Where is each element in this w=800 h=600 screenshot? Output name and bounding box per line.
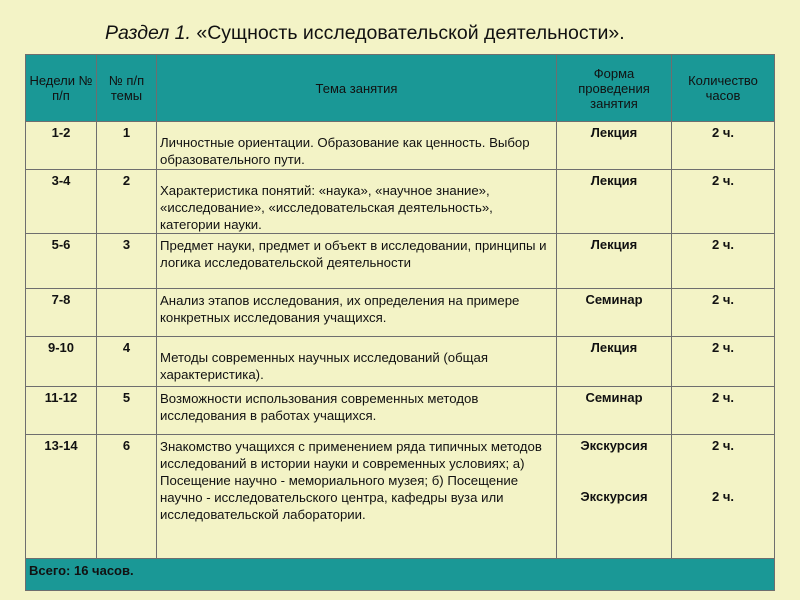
form-cell: Семинар <box>557 387 672 435</box>
hours-cell: 2 ч. <box>672 234 775 289</box>
table-row <box>26 122 775 170</box>
table-row <box>26 387 775 435</box>
header-weeks: Недели № п/п <box>26 55 97 122</box>
topic-number-cell: 4 <box>97 337 157 387</box>
total-row <box>26 559 775 591</box>
topic-cell: Методы современных научных исследований (общая характеристика). <box>157 337 557 387</box>
weeks-cell: 1-2 <box>26 122 97 170</box>
table-row <box>26 337 775 387</box>
topic-cell: Личностные ориентации. Образование как ценность. Выбор образовательного пути. <box>157 122 557 170</box>
form-line-museum: Экскурсия <box>580 438 648 453</box>
form-cell: Семинар <box>557 289 672 337</box>
weeks-cell: 11-12 <box>26 387 97 435</box>
weeks-cell: 3-4 <box>26 170 97 234</box>
schedule-table <box>25 54 775 591</box>
table-row <box>26 234 775 289</box>
topic-number-cell: 3 <box>97 234 157 289</box>
weeks-cell: 5-6 <box>26 234 97 289</box>
weeks-cell: 9-10 <box>26 337 97 387</box>
weeks-cell: 13-14 <box>26 435 97 559</box>
header-hours: Количество часов <box>672 55 775 122</box>
table-row <box>26 170 775 234</box>
table-row <box>26 435 775 559</box>
hours-cell: 2 ч. <box>672 387 775 435</box>
weeks-cell: 7-8 <box>26 289 97 337</box>
hours-line-museum: 2 ч. <box>711 438 734 453</box>
topic-number-cell: 1 <box>97 122 157 170</box>
form-cell: Лекция <box>557 337 672 387</box>
header-form: Форма проведения занятия <box>557 55 672 122</box>
topic-cell: Характеристика понятий: «наука», «научное знание», «исследование», «исследовательская деятельность», категории науки. <box>157 170 557 234</box>
topic-number-cell <box>97 289 157 337</box>
hours-cell <box>672 435 775 559</box>
topic-number-cell: 6 <box>97 435 157 559</box>
header-row <box>26 55 775 122</box>
form-cell: Лекция <box>557 234 672 289</box>
page-title <box>105 22 625 45</box>
header-topic: Тема занятия <box>157 55 557 122</box>
topic-number-cell: 5 <box>97 387 157 435</box>
section-name: «Сущность исследовательской деятельности». <box>196 22 625 44</box>
topic-cell: Возможности использования современных методов исследования в работах учащихся. <box>157 387 557 435</box>
total-hours: Всего: 16 часов. <box>26 559 775 591</box>
form-cell <box>557 435 672 559</box>
hours-cell: 2 ч. <box>672 170 775 234</box>
topic-cell: Знакомство учащихся с применением ряда типичных методов исследований в истории науки и современных условиях; а) Посещение научно - мемориального музея; б) Посещение научно - исследовательского центра, кафедры вуза или исследовательской лаборатории. <box>157 435 557 559</box>
topic-number-cell: 2 <box>97 170 157 234</box>
topic-cell: Анализ этапов исследования, их определения на примере конкретных исследования учащихся. <box>157 289 557 337</box>
form-line-research-center: Экскурсия <box>580 489 648 504</box>
hours-cell: 2 ч. <box>672 122 775 170</box>
hours-line-research-center: 2 ч. <box>711 489 734 504</box>
header-topic-number: № п/п темы <box>97 55 157 122</box>
section-number: Раздел 1. <box>105 22 191 44</box>
topic-cell: Предмет науки, предмет и объект в исследовании, принципы и логика исследовательской деятельности <box>157 234 557 289</box>
hours-cell: 2 ч. <box>672 289 775 337</box>
form-cell: Лекция <box>557 170 672 234</box>
table-row <box>26 289 775 337</box>
form-cell: Лекция <box>557 122 672 170</box>
hours-cell: 2 ч. <box>672 337 775 387</box>
